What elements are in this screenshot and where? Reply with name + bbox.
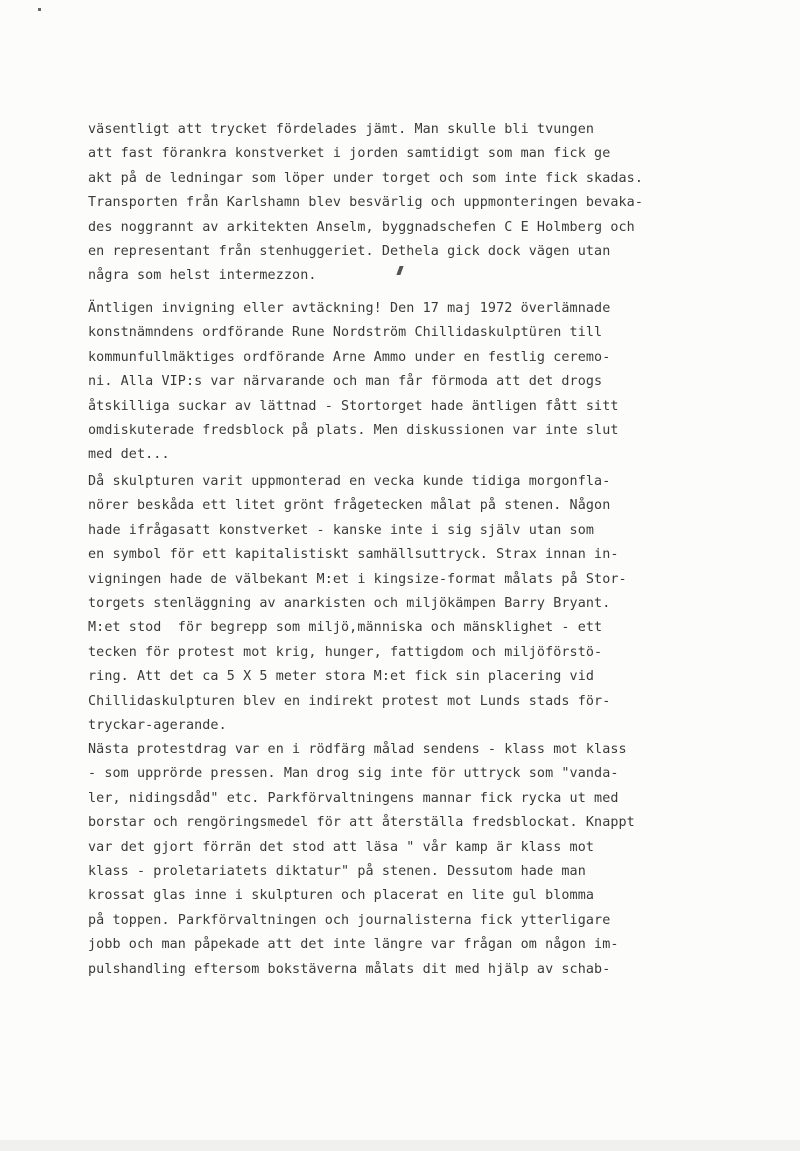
text-line: var det gjort förrän det stod att läsa " vår kamp är klass mot [88, 839, 595, 855]
paragraph-question-mark [88, 470, 788, 738]
text-line: M:et stod för begrepp som miljö,människa och mänsklighet - ett [88, 620, 603, 636]
text-line: Äntligen invigning eller avtäckning! Den 17 maj 1972 överlämnade [88, 301, 611, 316]
text-line: nörer beskåda ett litet grönt frågetecken målat på stenen. Någon [88, 498, 611, 514]
text-line: med det... [88, 447, 170, 463]
text-line: väsentligt att trycket fördelades jämt. Man skulle bli tvungen [88, 122, 595, 137]
text-line: Transporten från Karlshamn blev besvärlig och uppmonteringen bevaka- [88, 195, 644, 211]
text-line: vigningen hade de välbekant M:et i kingsize-format målats på Stor- [88, 571, 627, 587]
text-line: åtskilliga suckar av lättnad - Stortorget hade äntligen fått sitt [88, 398, 619, 414]
text-line: Nästa protestdrag var en i rödfärg målad sendens - klass mot klass [88, 742, 627, 757]
text-line: Chillidaskulpturen blev en indirekt protest mot Lunds stads för- [88, 693, 611, 709]
paragraph-transport [88, 118, 788, 289]
text-line: konstnämndens ordförande Rune Nordström Chillidaskulptüren till [88, 325, 603, 341]
text-line: omdiskuterade fredsblock på plats. Men diskussionen var inte slut [88, 422, 619, 438]
text-line: ring. Att det ca 5 X 5 meter stora M:et fick sin placering vid [88, 669, 595, 685]
text-line: en representant från stenhuggeriet. Dethela gick dock vägen utan [88, 243, 611, 259]
text-line: några som helst intermezzon. [88, 268, 317, 284]
text-line: torgets stenläggning av anarkisten och miljökämpen Barry Bryant. [88, 595, 611, 611]
text-line: Då skulpturen varit uppmonterad en vecka kunde tidiga morgonfla- [88, 474, 611, 489]
corner-speck [38, 8, 41, 11]
text-line: kommunfullmäktiges ordförande Arne Ammo under en festlig ceremo- [88, 349, 611, 365]
text-line: ler, nidingsdåd" etc. Parkförvaltningens mannar fick rycka ut med [88, 790, 619, 806]
paragraph-inauguration [88, 297, 788, 468]
text-line: hade ifrågasatt konstverket - kanske inte i sig själv utan som [88, 522, 595, 538]
text-line: på toppen. Parkförvaltningen och journalisterna fick ytterligare [88, 912, 611, 928]
text-line: borstar och rengöringsmedel för att återställa fredsblockat. Knappt [88, 815, 635, 831]
paragraph-protest [88, 738, 788, 982]
text-line: att fast förankra konstverket i jorden samtidigt som man fick ge [88, 146, 611, 162]
text-line: en symbol för ett kapitalistiskt samhällsuttryck. Strax innan in- [88, 547, 619, 563]
text-line: - som upprörde pressen. Man drog sig inte för uttryck som "vanda- [88, 766, 619, 782]
text-line: klass - proletariatets diktatur" på stenen. Dessutom hade man [88, 863, 586, 879]
text-line: tryckar-agerande. [88, 717, 227, 733]
text-line: krossat glas inne i skulpturen och placerat en lite gul blomma [88, 888, 595, 904]
page-bottom-edge [0, 1140, 800, 1151]
text-line: ni. Alla VIP:s var närvarande och man får förmoda att det drogs [88, 374, 603, 390]
text-line: akt på de ledningar som löper under torget och som inte fick skadas. [88, 170, 644, 186]
text-line: jobb och man påpekade att det inte längre var frågan om någon im- [88, 937, 619, 953]
text-line: tecken för protest mot krig, hunger, fattigdom och miljöförstö- [88, 644, 603, 660]
text-line: des noggrannt av arkitekten Anselm, byggnadschefen C E Holmberg och [88, 219, 635, 235]
text-line: pulshandling eftersom bokstäverna målats dit med hjälp av schab- [88, 961, 611, 977]
